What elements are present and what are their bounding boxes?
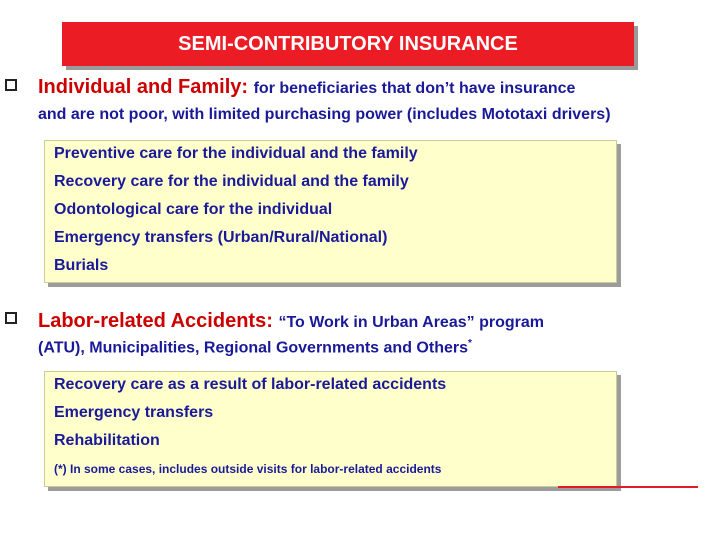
- section2-desc-line1: “To Work in Urban Areas” program: [278, 314, 544, 331]
- slide-title: SEMI-CONTRIBUTORY INSURANCE: [62, 22, 634, 66]
- section1-heading-line: [38, 76, 575, 99]
- list-item: Rehabilitation: [54, 432, 160, 449]
- section1-heading: Individual and Family:: [38, 76, 249, 98]
- section2-desc-text: (ATU), Municipalities, Regional Governments and Others: [38, 339, 468, 357]
- section1-box: [44, 140, 617, 283]
- section1-desc-line2: and are not poor, with limited purchasing power (includes Mototaxi drivers): [38, 106, 611, 123]
- list-item: Emergency transfers: [54, 404, 214, 421]
- list-item: Preventive care for the individual and the family: [54, 145, 418, 162]
- list-item: Emergency transfers (Urban/Rural/National): [54, 229, 388, 246]
- section2-heading-line: [38, 310, 544, 333]
- section2-heading: Labor-related Accidents:: [38, 310, 273, 332]
- section2-box: [44, 371, 617, 487]
- bullet-icon: [5, 79, 17, 91]
- footnote: (*) In some cases, includes outside visits for labor-related accidents: [54, 462, 442, 476]
- list-item: Odontological care for the individual: [54, 201, 333, 218]
- list-item: Burials: [54, 257, 109, 274]
- list-item: Recovery care as a result of labor-related accidents: [54, 376, 447, 393]
- divider: [558, 486, 698, 488]
- list-item: Recovery care for the individual and the family: [54, 173, 409, 190]
- footnote-marker: *: [467, 338, 472, 349]
- section1-desc-line1: for beneficiaries that don’t have insurance: [253, 80, 576, 97]
- section2-desc-line2: [38, 338, 472, 357]
- bullet-icon: [5, 312, 17, 324]
